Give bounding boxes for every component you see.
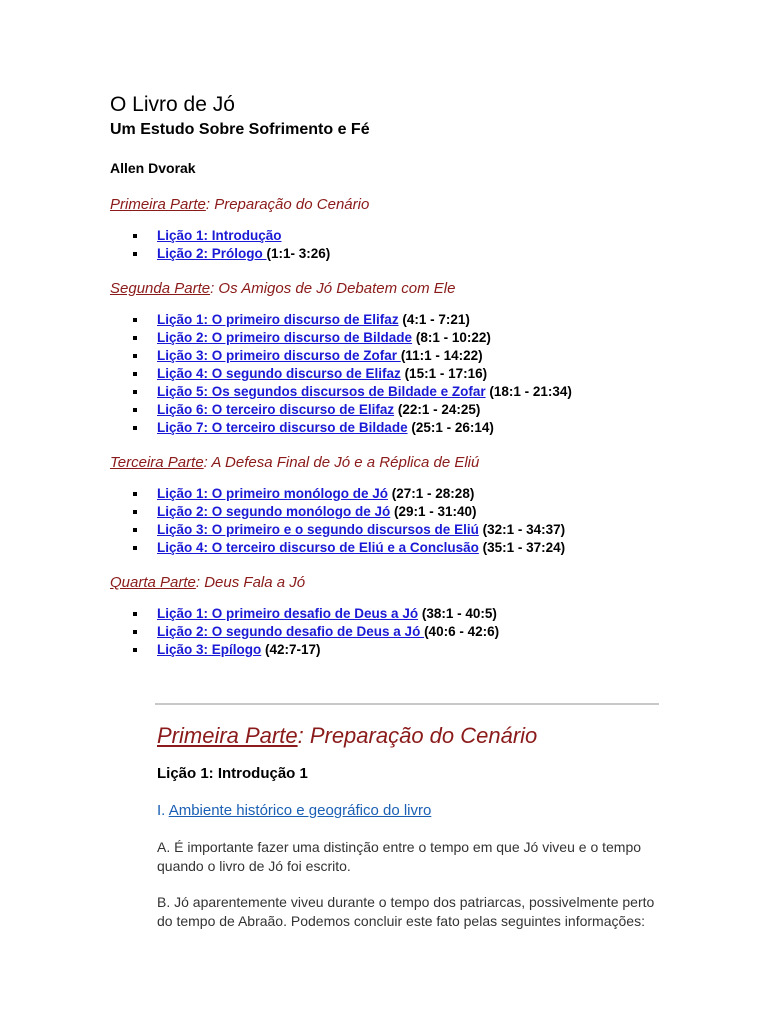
lesson-link[interactable]: Lição 3: O primeiro e o segundo discursos de Eliú (157, 522, 479, 537)
bullet-icon (133, 546, 137, 550)
document-subtitle: Um Estudo Sobre Sofrimento e Fé (110, 121, 370, 138)
part-name-link[interactable]: Terceira Parte (110, 454, 204, 471)
bullet-icon (133, 354, 137, 358)
lesson-link[interactable]: Lição 4: O segundo discurso de Elifaz (157, 366, 401, 381)
verse-reference: (8:1 - 10:22) (412, 330, 491, 345)
table-of-contents (110, 195, 670, 659)
list-item (130, 605, 670, 623)
bullet-icon (133, 648, 137, 652)
list-item (130, 503, 670, 521)
list-item (130, 347, 670, 365)
lesson-link[interactable]: Lição 2: O segundo monólogo de Jó (157, 504, 391, 519)
lesson-link[interactable]: Lição 2: O segundo desafio de Deus a Jó (157, 624, 425, 639)
list-item (130, 245, 670, 263)
list-item (130, 623, 670, 641)
document-title: O Livro de Jó (110, 93, 235, 116)
paragraph-a: A. É importante fazer uma distinção entre o tempo em que Jó viveu e o tempo quando o livro de Jó foi escrito. (157, 839, 642, 874)
part-heading (110, 573, 670, 593)
bullet-icon (133, 612, 137, 616)
lesson-link[interactable]: Lição 7: O terceiro discurso de Bildade (157, 420, 408, 435)
part-name-link[interactable]: Primeira Parte (110, 196, 206, 213)
bullet-icon (133, 528, 137, 532)
list-item (130, 521, 670, 539)
list-item (130, 311, 670, 329)
bullet-icon (133, 510, 137, 514)
content-section (157, 722, 657, 931)
lesson-link[interactable]: Lição 6: O terceiro discurso de Elifaz (157, 402, 395, 417)
part-name-link[interactable]: Quarta Parte (110, 574, 196, 591)
list-item (130, 539, 670, 557)
lesson-link[interactable]: Lição 1: Introdução (157, 228, 282, 243)
content-part-heading (157, 722, 657, 750)
bullet-icon (133, 234, 137, 238)
lesson-list (110, 227, 670, 263)
list-item (130, 485, 670, 503)
paragraph-b: B. Jó aparentemente viveu durante o tempo dos patriarcas, possivelmente perto do tempo de Abraão. Podemos concluir este fato pelas seguintes informações: (157, 894, 655, 929)
part-title: : Preparação do Cenário (205, 196, 370, 213)
part-heading (110, 195, 670, 215)
list-item (130, 227, 670, 245)
lesson-link[interactable]: Lição 2: O primeiro discurso de Bildade (157, 330, 413, 345)
part-title: : Os Amigos de Jó Debatem com Ele (210, 280, 456, 297)
section-number: I. (157, 802, 169, 819)
document-header (110, 92, 670, 659)
bullet-icon (133, 252, 137, 256)
list-item (130, 365, 670, 383)
bullet-icon (133, 426, 137, 430)
bullet-icon (133, 372, 137, 376)
verse-reference: (35:1 - 37:24) (478, 540, 566, 555)
part-heading (110, 279, 670, 299)
section-link[interactable]: Ambiente histórico e geográfico do livro (168, 802, 432, 819)
horizontal-divider (155, 703, 659, 705)
list-item (130, 383, 670, 401)
lesson-list (110, 485, 670, 557)
lesson-list (110, 605, 670, 659)
bullet-icon (133, 408, 137, 412)
lesson-link[interactable]: Lição 4: O terceiro discurso de Eliú e a Conclusão (157, 540, 479, 555)
verse-reference: (18:1 - 21:34) (485, 384, 572, 399)
lesson-link[interactable]: Lição 1: O primeiro monólogo de Jó (157, 486, 389, 501)
verse-reference: (25:1 - 26:14) (407, 420, 494, 435)
list-item (130, 419, 670, 437)
lesson-link[interactable]: Lição 3: O primeiro discurso de Zofar (157, 348, 401, 363)
lesson-title: Lição 1: Introdução 1 (157, 765, 308, 782)
part-title: : A Defesa Final de Jó e a Réplica de Eliú (203, 454, 480, 471)
content-part-title: : Preparação do Cenário (297, 723, 538, 748)
verse-reference: (22:1 - 24:25) (394, 402, 481, 417)
author-name: Allen Dvorak (110, 160, 196, 176)
part-name-link[interactable]: Segunda Parte (110, 280, 211, 297)
bullet-icon (133, 336, 137, 340)
bullet-icon (133, 390, 137, 394)
list-item (130, 641, 670, 659)
lesson-link[interactable]: Lição 1: O primeiro discurso de Elifaz (157, 312, 399, 327)
lesson-link[interactable]: Lição 5: Os segundos discursos de Bildade e Zofar (157, 384, 486, 399)
bullet-icon (133, 492, 137, 496)
lesson-link[interactable]: Lição 1: O primeiro desafio de Deus a Jó (157, 606, 419, 621)
lesson-link[interactable]: Lição 2: Prólogo (157, 246, 267, 261)
list-item (130, 329, 670, 347)
section-heading (157, 801, 657, 821)
verse-reference: (42:7-17) (261, 642, 321, 657)
content-part-name: Primeira Parte (157, 723, 298, 748)
bullet-icon (133, 318, 137, 322)
bullet-icon (133, 630, 137, 634)
verse-reference: (27:1 - 28:28) (388, 486, 475, 501)
verse-reference: (1:1- 3:26) (266, 246, 331, 261)
verse-reference: (4:1 - 7:21) (398, 312, 470, 327)
verse-reference: (40:6 - 42:6) (424, 624, 500, 639)
lesson-list (110, 311, 670, 437)
verse-reference: (32:1 - 34:37) (478, 522, 566, 537)
part-heading (110, 453, 670, 473)
part-title: : Deus Fala a Jó (195, 574, 306, 591)
verse-reference: (38:1 - 40:5) (418, 606, 497, 621)
verse-reference: (15:1 - 17:16) (400, 366, 488, 381)
verse-reference: (29:1 - 31:40) (390, 504, 477, 519)
verse-reference: (11:1 - 14:22) (400, 348, 483, 363)
list-item (130, 401, 670, 419)
lesson-link[interactable]: Lição 3: Epílogo (157, 642, 262, 657)
